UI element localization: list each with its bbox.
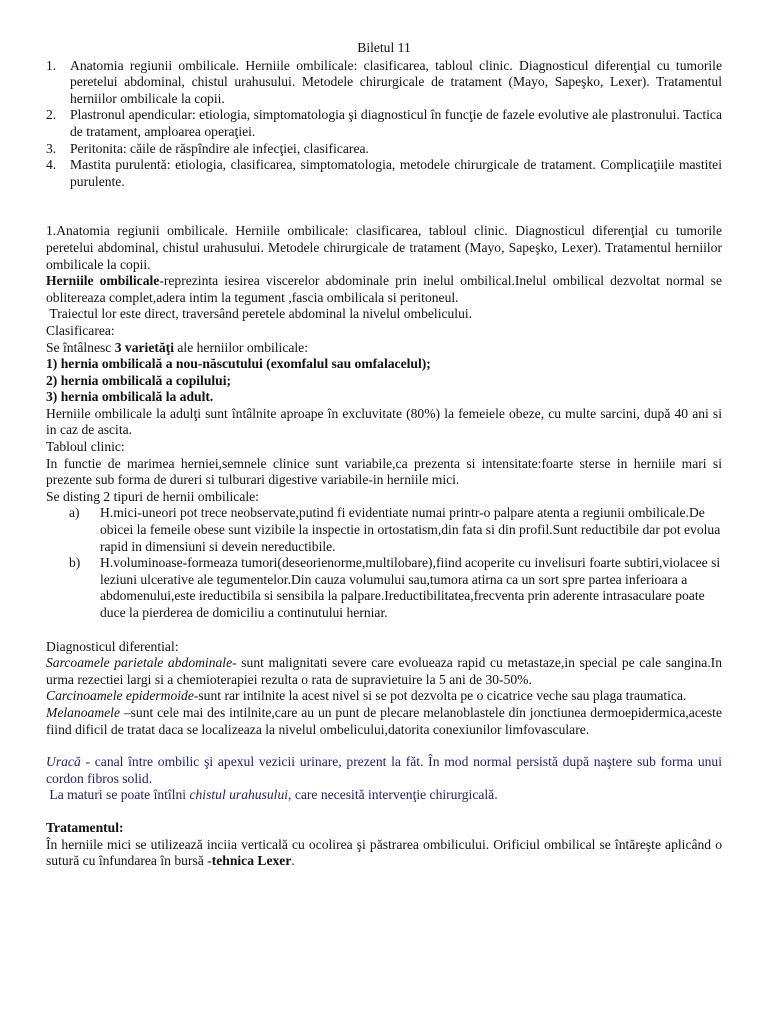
definition-text: -reprezinta iesirea viscerelor abdominale prin inelul ombilical.Inelul ombilical dezvoltat normal se oblitereaza complet,adera intim la tegument ,fascia ombilicala si peritoneul. bbox=[46, 273, 722, 305]
uraca-term: Uracă bbox=[46, 754, 81, 770]
clasificarea-label: Clasificarea: bbox=[46, 322, 115, 338]
question-text: Plastronul apendicular: etiologia, simptomatologia şi diagnosticul în funcţie de fazele evolutive ale plastronului. Tactica de tratament, amploarea operaţiei. bbox=[70, 107, 722, 139]
tipuri-text: H.mici-uneori pot trece neobservate,putind fi evidentiate numai printr-o palpare atenta a regiunii ombilicale.De obicei la femeile obese sunt vizibile la inspectie in ortostatism,din fata si din profil.Sunt reductibile dar pot evolua rapid in dimensiuni si devein nereductibile. bbox=[100, 505, 721, 554]
question-list bbox=[46, 58, 722, 191]
question-text: Peritonita: căile de răspîndire ale infecţiei, clasificarea. bbox=[70, 140, 369, 156]
hernia-type-text: 2) hernia ombilicală a copilului; bbox=[46, 372, 232, 388]
adult-paragraph: Herniile ombilicale la adulţi sunt întâlnite aproape în excluvitate (80%) la femeiele obeze, cu multe sarcini, după 40 ani si in caz de ascita. bbox=[46, 405, 722, 438]
tablou-label: Tabloul clinic: bbox=[46, 439, 125, 455]
diag-item bbox=[46, 705, 722, 738]
diag-term: Melanoamele bbox=[46, 704, 120, 720]
document-page bbox=[46, 40, 722, 870]
hernia-type-text: 3) hernia ombilicală la adult. bbox=[46, 389, 214, 405]
ticket-title: Biletul 11 bbox=[357, 40, 411, 55]
tipuri-list bbox=[46, 505, 722, 621]
definition-term: Herniile ombilicale bbox=[46, 273, 160, 289]
tratament-paragraph bbox=[46, 837, 722, 870]
question-text: Anatomia regiunii ombilicale. Herniile ombilicale: clasificarea, tabloul clinic. Diagnosticul diferenţial cu tumorile peretelui abdominal, chistul urahusului. Metodele chirurgicale de tratament (Mayo, Sapeşko, Lexer). Tratamentul herniilor ombilicale la copii. bbox=[70, 57, 722, 106]
uraca-line2 bbox=[46, 787, 722, 804]
varietati-line bbox=[46, 340, 722, 357]
diag-text: -sunt rar intilnite la acest nivel si se pot dezvolta pe o cicatrice veche sau plaga traumatica. bbox=[193, 688, 687, 704]
section-heading: 1.Anatomia regiunii ombilicale. Herniile ombilicale: clasificarea, tabloul clinic. Diagnosticul diferenţial cu tumorile peretelui abdominal, chistul urahusului. Metodele chirurgicale de tratament (Mayo, Sapeşko, Lexer). Tratamentul herniilor ombilicale la copii. bbox=[46, 223, 722, 272]
diag-item bbox=[46, 688, 722, 705]
varietati-post: ale herniilor ombilicale: bbox=[173, 339, 308, 355]
tipuri-text: H.voluminoase-formeaza tumori(deseorienorme,multilobare),fiind acoperite cu invelisuri foarte subtiri,violacee si leziuni ulcerative ale tegumentelor.Din cauza volumului sau,tumora atirna ca un sort spre partea inferioara a abdomenului,este ireductibila si sensibila la palpare.Ireductibilitatea,frecventa prin aderente intrasaculare poate duce la pierderea de domiciliu a continutului herniar. bbox=[100, 555, 721, 620]
tratament-bold: tehnica Lexer bbox=[211, 853, 292, 869]
question-text: Mastita purulentă: etiologia, clasificarea, simptomatologia, metodele chirurgicale de tratament. Complicaţiile mastitei purulente. bbox=[70, 157, 722, 189]
spacer bbox=[46, 804, 722, 820]
tratament-label-text: Tratamentul: bbox=[46, 819, 124, 835]
tipuri-letter: b) bbox=[69, 555, 81, 571]
tratament-post: . bbox=[291, 853, 295, 869]
uraca-line2-post: , care necesită intervenţie chirurgicală. bbox=[288, 787, 498, 803]
varietati-bold: 3 varietăţi bbox=[114, 339, 174, 355]
hernia-type bbox=[46, 356, 722, 373]
definition-paragraph bbox=[46, 273, 722, 306]
question-number: 4. bbox=[46, 157, 57, 173]
spacer bbox=[46, 190, 722, 223]
tratament-pre: În herniile mici se utilizează inciia verticală cu ocolirea şi păstrarea ombilicului. Orificiul ombilical se întăreşte aplicând o sutură cu înfundarea în bursă - bbox=[46, 836, 722, 869]
tipuri-item bbox=[46, 555, 722, 621]
question-item bbox=[46, 107, 722, 140]
traiect-paragraph: Traiectul lor este direct, traversând peretele abdominal la nivelul ombelicului. bbox=[46, 306, 473, 322]
diag-label: Diagnosticul diferential: bbox=[46, 638, 179, 654]
hernia-type bbox=[46, 389, 722, 406]
uraca-line2-pre: La maturi se poate întîlni bbox=[46, 787, 190, 803]
spacer bbox=[46, 622, 722, 639]
hernia-type-text: 1) hernia ombilicală a nou-născutului (exomfalul sau omfalacelul); bbox=[46, 356, 431, 372]
question-number: 3. bbox=[46, 140, 57, 156]
question-item bbox=[46, 58, 722, 108]
question-number: 1. bbox=[46, 57, 57, 73]
diag-term: Sarcoamele parietale abdominale bbox=[46, 655, 233, 671]
question-item bbox=[46, 141, 722, 158]
diag-text: - sunt malignitati severe care evolueaza rapid cu metastaze,in special pe cale sangina.In urma rezectiei largi si a chemioterapiei rezulta o rata de supravietuire la 5 ani de 30-50%. bbox=[46, 655, 722, 687]
diag-term: Carcinoamele epidermoide bbox=[46, 688, 194, 704]
uraca-paragraph bbox=[46, 754, 722, 787]
tablou-paragraph: In functie de marimea herniei,semnele clinice sunt variabile,ca prezenta si intensitate:foarte sterse in herniile mari si prezente sub forma de dureri si tulburari digestive variabile-in herniile mici. bbox=[46, 455, 722, 488]
tipuri-letter: a) bbox=[69, 505, 80, 521]
diag-text: –sunt cele mai des intilnite,care au un punt de plecare melanoblastele din jonctiunea dermoepidermica,aceste fiind dificil de tratat daca se localizeaza la nivelul ombelicului,datorita conexiunilor limfovasculare. bbox=[46, 704, 722, 737]
tratament-label bbox=[46, 820, 722, 837]
diag-item bbox=[46, 655, 722, 688]
hernia-type bbox=[46, 373, 722, 390]
question-number: 2. bbox=[46, 107, 57, 123]
spacer bbox=[46, 738, 722, 754]
tipuri-item bbox=[46, 505, 722, 555]
uraca-line2-term: chistul urahusului bbox=[189, 787, 289, 803]
tipuri-label: Se disting 2 tipuri de hernii ombilicale: bbox=[46, 488, 259, 504]
uraca-text: - canal între ombilic şi apexul vezicii urinare, prezent la făt. În mod normal persistă după naştere sub forma unui cordon fibros solid. bbox=[46, 754, 722, 786]
varietati-pre: Se întâlnesc bbox=[46, 339, 115, 355]
question-item bbox=[46, 157, 722, 190]
